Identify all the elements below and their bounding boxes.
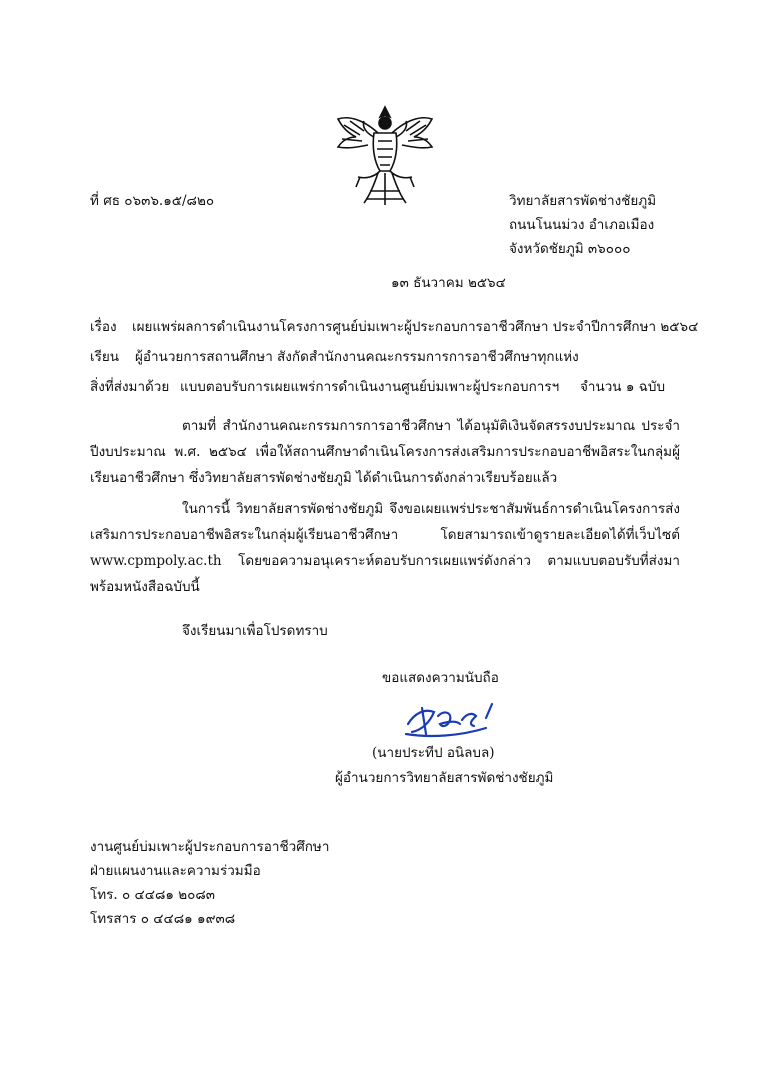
- signer-position: ผู้อำนวยการวิทยาลัยสารพัดช่างชัยภูมิ: [335, 770, 554, 786]
- recipient-label: เรียน: [90, 349, 120, 365]
- address-line-2: ถนนโนนม่วง อำเภอเมือง: [509, 217, 655, 233]
- address-line-1: วิทยาลัยสารพัดช่างชัยภูมิ: [509, 193, 657, 209]
- closing-request: จึงเรียนมาเพื่อโปรดทราบ: [182, 623, 328, 639]
- body-paragraph-1: ตามที่ สำนักงานคณะกรรมการการอาชีวศึกษา ได้อนุมัติเงินจัดสรรงบประมาณ ประจำปีงบประมาณ พ.ศ. ๒๕๖๔ เพื่อให้สถานศึกษาดำเนินโครงการส่งเสริมการประกอบอาชีพอิสระในกลุ่มผู้เรียนอาชีวศึกษา ซึ่งวิทยาลัยสารพัดช่างชัยภูมิ ได้ดำเนินการดังกล่าวเรียบร้อยแล้ว: [90, 418, 680, 486]
- subject-label: เรื่อง: [90, 319, 117, 335]
- body-paragraph-2: ในการนี้ วิทยาลัยสารพัดช่างชัยภูมิ จึงขอเผยแพร่ประชาสัมพันธ์การดำเนินโครงการส่งเสริมการประกอบอาชีพอิสระในกลุ่มผู้เรียนอาชีวศึกษา โดยสามารถเข้าดูรายละเอียดได้ที่เว็บไซต์ www.cpmpoly.ac.th โดยขอความอนุเคราะห์ตอบรับการเผยแพร่ดังกล่าว ตามแบบตอบรับที่ส่งมาพร้อมหนังสือฉบับนี้: [90, 501, 680, 595]
- salutation: ขอแสดงความนับถือ: [382, 670, 499, 686]
- address-line-3: จังหวัดชัยภูมิ ๓๖๐๐๐: [509, 241, 631, 257]
- garuda-emblem-icon: [330, 103, 440, 209]
- reference-number: ที่ ศธ ๐๖๓๖.๑๕/๘๒๐: [90, 193, 215, 209]
- document-date: ๑๓ ธันวาคม ๒๕๖๔: [391, 275, 506, 291]
- footer-department: งานศูนย์บ่มเพาะผู้ประกอบการอาชีวศึกษา: [90, 839, 330, 855]
- enclosure-label: สิ่งที่ส่งมาด้วย: [90, 379, 170, 395]
- signer-name: (นายประทีป อนิลบล): [372, 745, 495, 761]
- subject-text: เผยแพร่ผลการดำเนินงานโครงการศูนย์บ่มเพาะผู้ประกอบการอาชีวศึกษา ประจำปีการศึกษา ๒๕๖๔: [132, 319, 699, 335]
- recipient-text: ผู้อำนวยการสถานศึกษา สังกัดสำนักงานคณะกรรมการการอาชีวศึกษาทุกแห่ง: [135, 349, 579, 365]
- enclosure-text: แบบตอบรับการเผยแพร่การดำเนินงานศูนย์บ่มเพาะผู้ประกอบการฯ: [180, 379, 560, 395]
- footer-phone: โทร. ๐ ๔๔๘๑ ๒๐๘๓: [90, 887, 216, 903]
- footer-division: ฝ่ายแผนงานและความร่วมมือ: [90, 863, 261, 879]
- enclosure-quantity: จำนวน ๑ ฉบับ: [580, 379, 666, 395]
- handwritten-signature: [400, 694, 510, 742]
- footer-fax: โทรสาร ๐ ๔๔๘๑ ๑๙๓๘: [90, 911, 236, 927]
